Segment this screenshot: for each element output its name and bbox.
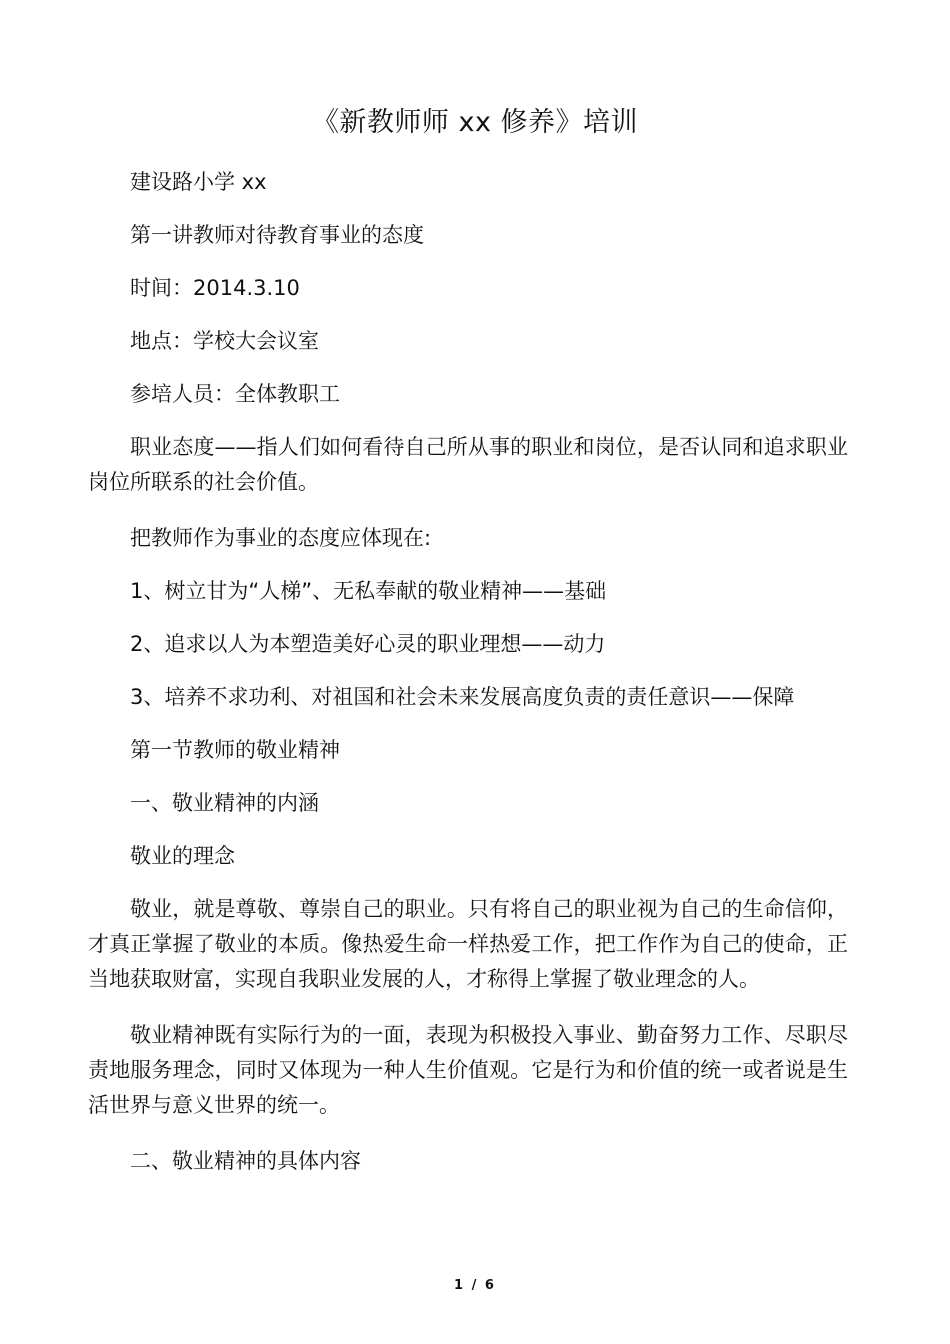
document-body (88, 165, 848, 1179)
paragraph-participants: 参培人员：全体教职工 (130, 382, 340, 406)
paragraph-lecture-title: 第一讲教师对待教育事业的态度 (130, 223, 424, 247)
subheading-concept: 敬业的理念 (130, 844, 235, 868)
paragraph-career-attitude: 职业态度——指人们如何看待自己所从事的职业和岗位，是否认同和追求职业岗位所联系的社会价值。 (88, 435, 848, 494)
list-item-3: 3、培养不求功利、对祖国和社会未来发展高度负责的责任意识——保障 (130, 685, 795, 709)
paragraph-attitude-intro: 把教师作为事业的态度应体现在: (130, 526, 432, 550)
paragraph-time: 时间：2014.3.10 (130, 276, 300, 300)
paragraph-dedication-definition: 敬业，就是尊敬、尊崇自己的职业。只有将自己的职业视为自己的生命信仰，才真正掌握了敬业的本质。像热爱生命一样热爱工作，把工作作为自己的使命，正当地获取财富，实现自我职业发展的人，才称得上掌握了敬业理念的人。 (88, 897, 848, 991)
list-item-2: 2、追求以人为本塑造美好心灵的职业理想——动力 (130, 632, 606, 656)
paragraph-school: 建设路小学 xx (130, 170, 267, 194)
list-item-1: 1、树立甘为“人梯”、无私奉献的敬业精神——基础 (130, 579, 607, 603)
paragraph-dedication-spirit: 敬业精神既有实际行为的一面，表现为积极投入事业、勤奋努力工作、尽职尽责地服务理念，同时又体现为一种人生价值观。它是行为和价值的统一或者说是生活世界与意义世界的统一。 (88, 1023, 848, 1117)
paragraph-location: 地点：学校大会议室 (130, 329, 319, 353)
page-number: 1 / 6 (454, 1278, 496, 1293)
document-title: 《新教师师 xx 修养》培训 (311, 107, 639, 138)
subheading-connotation: 一、敬业精神的内涵 (130, 791, 319, 815)
section-heading-1: 第一节教师的敬业精神 (130, 738, 340, 762)
subheading-specific-content: 二、敬业精神的具体内容 (130, 1149, 361, 1173)
